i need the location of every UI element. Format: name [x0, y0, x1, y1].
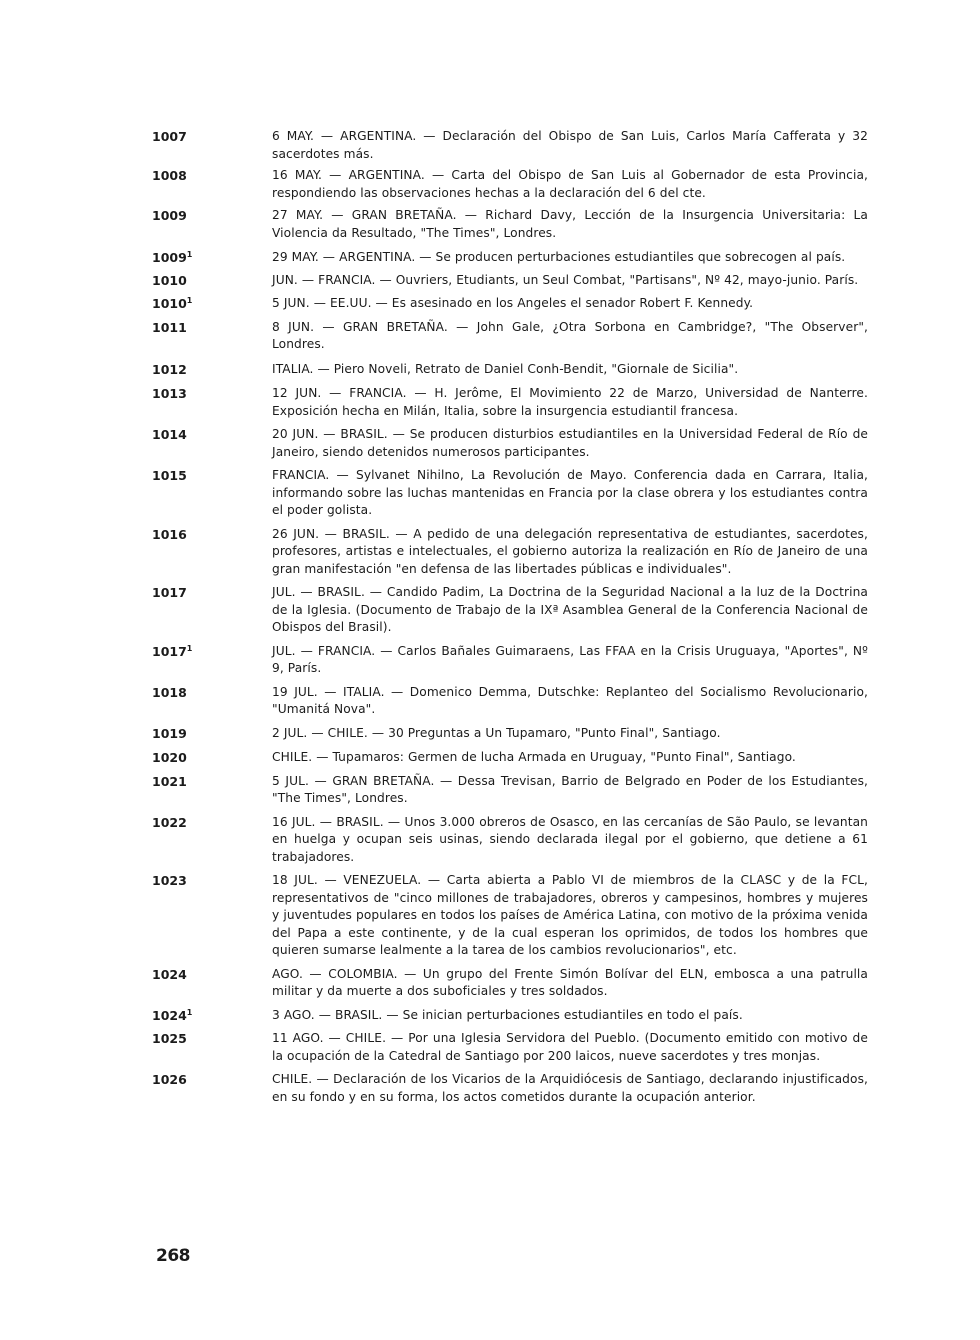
entry-text: JUL. — BRASIL. — Candido Padim, La Doctrina de la Seguridad Nacional a la luz de la Doctrina de la Iglesia. (Documento de Trabajo de la IXª Asamblea General de la Conferencia Nacional de Obispos del Brasil). — [272, 585, 868, 634]
entry-text: CHILE. — Declaración de los Vicarios de la Arquidiócesis de Santiago, declarando injustificados, en su fondo y en su forma, los actos cometidos durante la ocupación anterior. — [272, 1072, 868, 1104]
chronology-entry — [0, 725, 980, 743]
entry-text: FRANCIA. — Sylvanet Nihilno, La Revolución de Mayo. Conferencia dada en Carrara, Italia, informando sobre las luchas mantenidas en Francia por la clase obrera y los estudiantes contra el poder golista. — [272, 468, 868, 517]
entry-number: 1007 — [152, 129, 187, 144]
entry-text: 2 JUL. — CHILE. — 30 Preguntas a Un Tupamaro, "Punto Final", Santiago. — [272, 725, 721, 740]
entry-text: JUL. — FRANCIA. — Carlos Bañales Guimaraens, Las FFAA en la Crisis Uruguaya, "Aportes", Nº 9, París. — [272, 643, 868, 675]
entry-text: JUN. — FRANCIA. — Ouvriers, Etudiants, un Seul Combat, "Partisans", Nº 42, mayo-junio. París. — [272, 272, 859, 287]
chronology-entry — [0, 295, 980, 313]
entry-number: 1010 — [152, 272, 187, 288]
entry-number-superscript: 1 — [186, 296, 193, 305]
entry-text: 29 MAY. — ARGENTINA. — Se producen perturbaciones estudiantiles que sobrecogen al país. — [272, 250, 846, 264]
entry-text: ITALIA. — Piero Noveli, Retrato de Daniel Conh-Bendit, "Giornale de Sicilia". — [272, 361, 739, 376]
entry-number: 1009 — [152, 208, 187, 223]
entry-number: 1024$^1$ — [152, 1007, 193, 1023]
entry-text: 5 JUL. — GRAN BRETAÑA. — Dessa Trevisan, Barrio de Belgrado en Poder de los Estudiantes, "The Times", Londres. — [272, 773, 868, 805]
chronology-entry — [0, 361, 980, 379]
chronology-entry — [0, 749, 980, 767]
chronology-entry — [0, 643, 980, 678]
entry-number: 1016 — [152, 526, 187, 542]
entry-number: 1017 — [152, 585, 187, 600]
chronology-entry — [0, 128, 980, 163]
chronology-entry — [0, 385, 980, 420]
entry-text: 3 AGO. — BRASIL. — Se inician perturbaciones estudiantiles en todo el país. — [272, 1007, 743, 1022]
entry-text: 27 MAY. — GRAN BRETAÑA. — Richard Davy, Lección de la Insurgencia Universitaria: La Violencia da Resultado, "The Times", Londres. — [272, 208, 868, 240]
entry-text: 12 JUN. — FRANCIA. — H. Jerôme, El Movimiento 22 de Marzo, Universidad de Nanterre. Exposición hecha en Milán, Italia, sobre la insurgencia estudiantil francesa. — [272, 386, 868, 418]
entry-text: 11 AGO. — CHILE. — Por una Iglesia Servidora del Pueblo. (Documento emitido con motivo de la ocupación de la Catedral de Santiago por 200 laicos, nueve sacerdotes y tres monjas. — [272, 1031, 868, 1063]
entry-text: 16 JUL. — BRASIL. — Unos 3.000 obreros de Osasco, en las cercanías de São Paulo, se levantan en huelga y ocupan seis usinas, siendo declarada ilegal por el gobierno, que detiene a 61 trabajadores. — [272, 814, 868, 864]
entry-text: 26 JUN. — BRASIL. — A pedido de una delegación representativa de estudiantes, sacerdotes, profesores, artistas e intelectuales, el gobierno autoriza la realización en Río de Janeiro de una gran manifestación "en defensa de las libertades públicas e individuales". — [272, 526, 868, 576]
entry-text: 16 MAY. — ARGENTINA. — Carta del Obispo de San Luis al Gobernador de esta Provincia, respondiendo las observaciones hechas a la declaración del 6 del cte. — [272, 168, 868, 200]
chronology-entry — [0, 207, 980, 242]
entry-number-superscript: 1 — [186, 250, 193, 259]
entry-number: 1020 — [152, 750, 187, 765]
chronology-entry — [0, 526, 980, 579]
entry-text: AGO. — COLOMBIA. — Un grupo del Frente Simón Bolívar del ELN, embosca a una patrulla militar y da muerte a dos suboficiales y tres soldados. — [272, 966, 868, 998]
page-number: 268 — [156, 1246, 190, 1266]
entry-number: 1010$^1$ — [152, 296, 193, 311]
entry-number: 1018 — [152, 684, 187, 700]
chronology-entry — [0, 467, 980, 520]
entry-number: 1014 — [152, 427, 187, 442]
chronology-entry — [0, 872, 980, 960]
entry-number: 1024 — [152, 966, 187, 982]
entry-text: 18 JUL. — VENEZUELA. — Carta abierta a Pablo VI de miembros de la CLASC y de la FCL, representativos de "cinco millones de trabajadores, obreros y campesinos, hombres y mujeres y juventudes populares en todos los países de América Latina, con motivo de la próxima venida del Papa a este continente, y de la cual esperan los oprimidos, de todos los hombres que quieren sumarse lealmente a la tarea de los cambios revolucionarios", etc. — [272, 873, 868, 957]
entry-number: 1023 — [152, 873, 187, 888]
chronology-entry — [0, 249, 980, 267]
chronology-entry — [0, 1007, 980, 1025]
entry-text: 8 JUN. — GRAN BRETAÑA. — John Gale, ¿Otra Sorbona en Cambridge?, "The Observer", Londres. — [272, 319, 868, 351]
chronology-entry — [0, 584, 980, 637]
entry-text: 5 JUN. — EE.UU. — Es asesinado en los Angeles el senador Robert F. Kennedy. — [272, 296, 754, 310]
entry-number-superscript: 1 — [186, 1007, 193, 1017]
entry-number: 1021 — [152, 773, 187, 789]
entry-text: 6 MAY. — ARGENTINA. — Declaración del Obispo de San Luis, Carlos María Cafferata y 32 sacerdotes más. — [272, 129, 868, 161]
chronology-entry — [0, 167, 980, 202]
chronology-entry — [0, 1030, 980, 1065]
chronology-entry — [0, 814, 980, 867]
chronology-entry — [0, 319, 980, 354]
entry-number: 1009$^1$ — [152, 250, 193, 265]
entry-number: 1013 — [152, 386, 187, 401]
entry-number: 1022 — [152, 814, 187, 830]
entry-number: 1008 — [152, 168, 187, 183]
chronology-entry — [0, 426, 980, 461]
chronology-entry — [0, 684, 980, 719]
entry-number-superscript: 1 — [186, 643, 193, 653]
entry-text: 20 JUN. — BRASIL. — Se producen disturbios estudiantiles en la Universidad Federal de Río de Janeiro, siendo detenidos numerosos participantes. — [272, 427, 868, 459]
entry-number: 1011 — [152, 319, 187, 335]
entry-number: 1015 — [152, 468, 187, 483]
chronology-entry — [0, 1071, 980, 1106]
chronology-list — [0, 128, 980, 1106]
entry-number: 1025 — [152, 1031, 187, 1046]
entry-number: 1026 — [152, 1072, 187, 1087]
entry-number: 1012 — [152, 361, 187, 377]
entry-text: CHILE. — Tupamaros: Germen de lucha Armada en Uruguay, "Punto Final", Santiago. — [272, 750, 796, 764]
entry-text: 19 JUL. — ITALIA. — Domenico Demma, Dutschke: Replanteo del Socialismo Revolucionario, "Umanitá Nova". — [272, 684, 868, 716]
chronology-entry — [0, 272, 980, 290]
chronology-entry — [0, 773, 980, 808]
entry-number: 1019 — [152, 725, 187, 741]
entry-number: 1017$^1$ — [152, 643, 193, 659]
chronology-entry — [0, 966, 980, 1001]
